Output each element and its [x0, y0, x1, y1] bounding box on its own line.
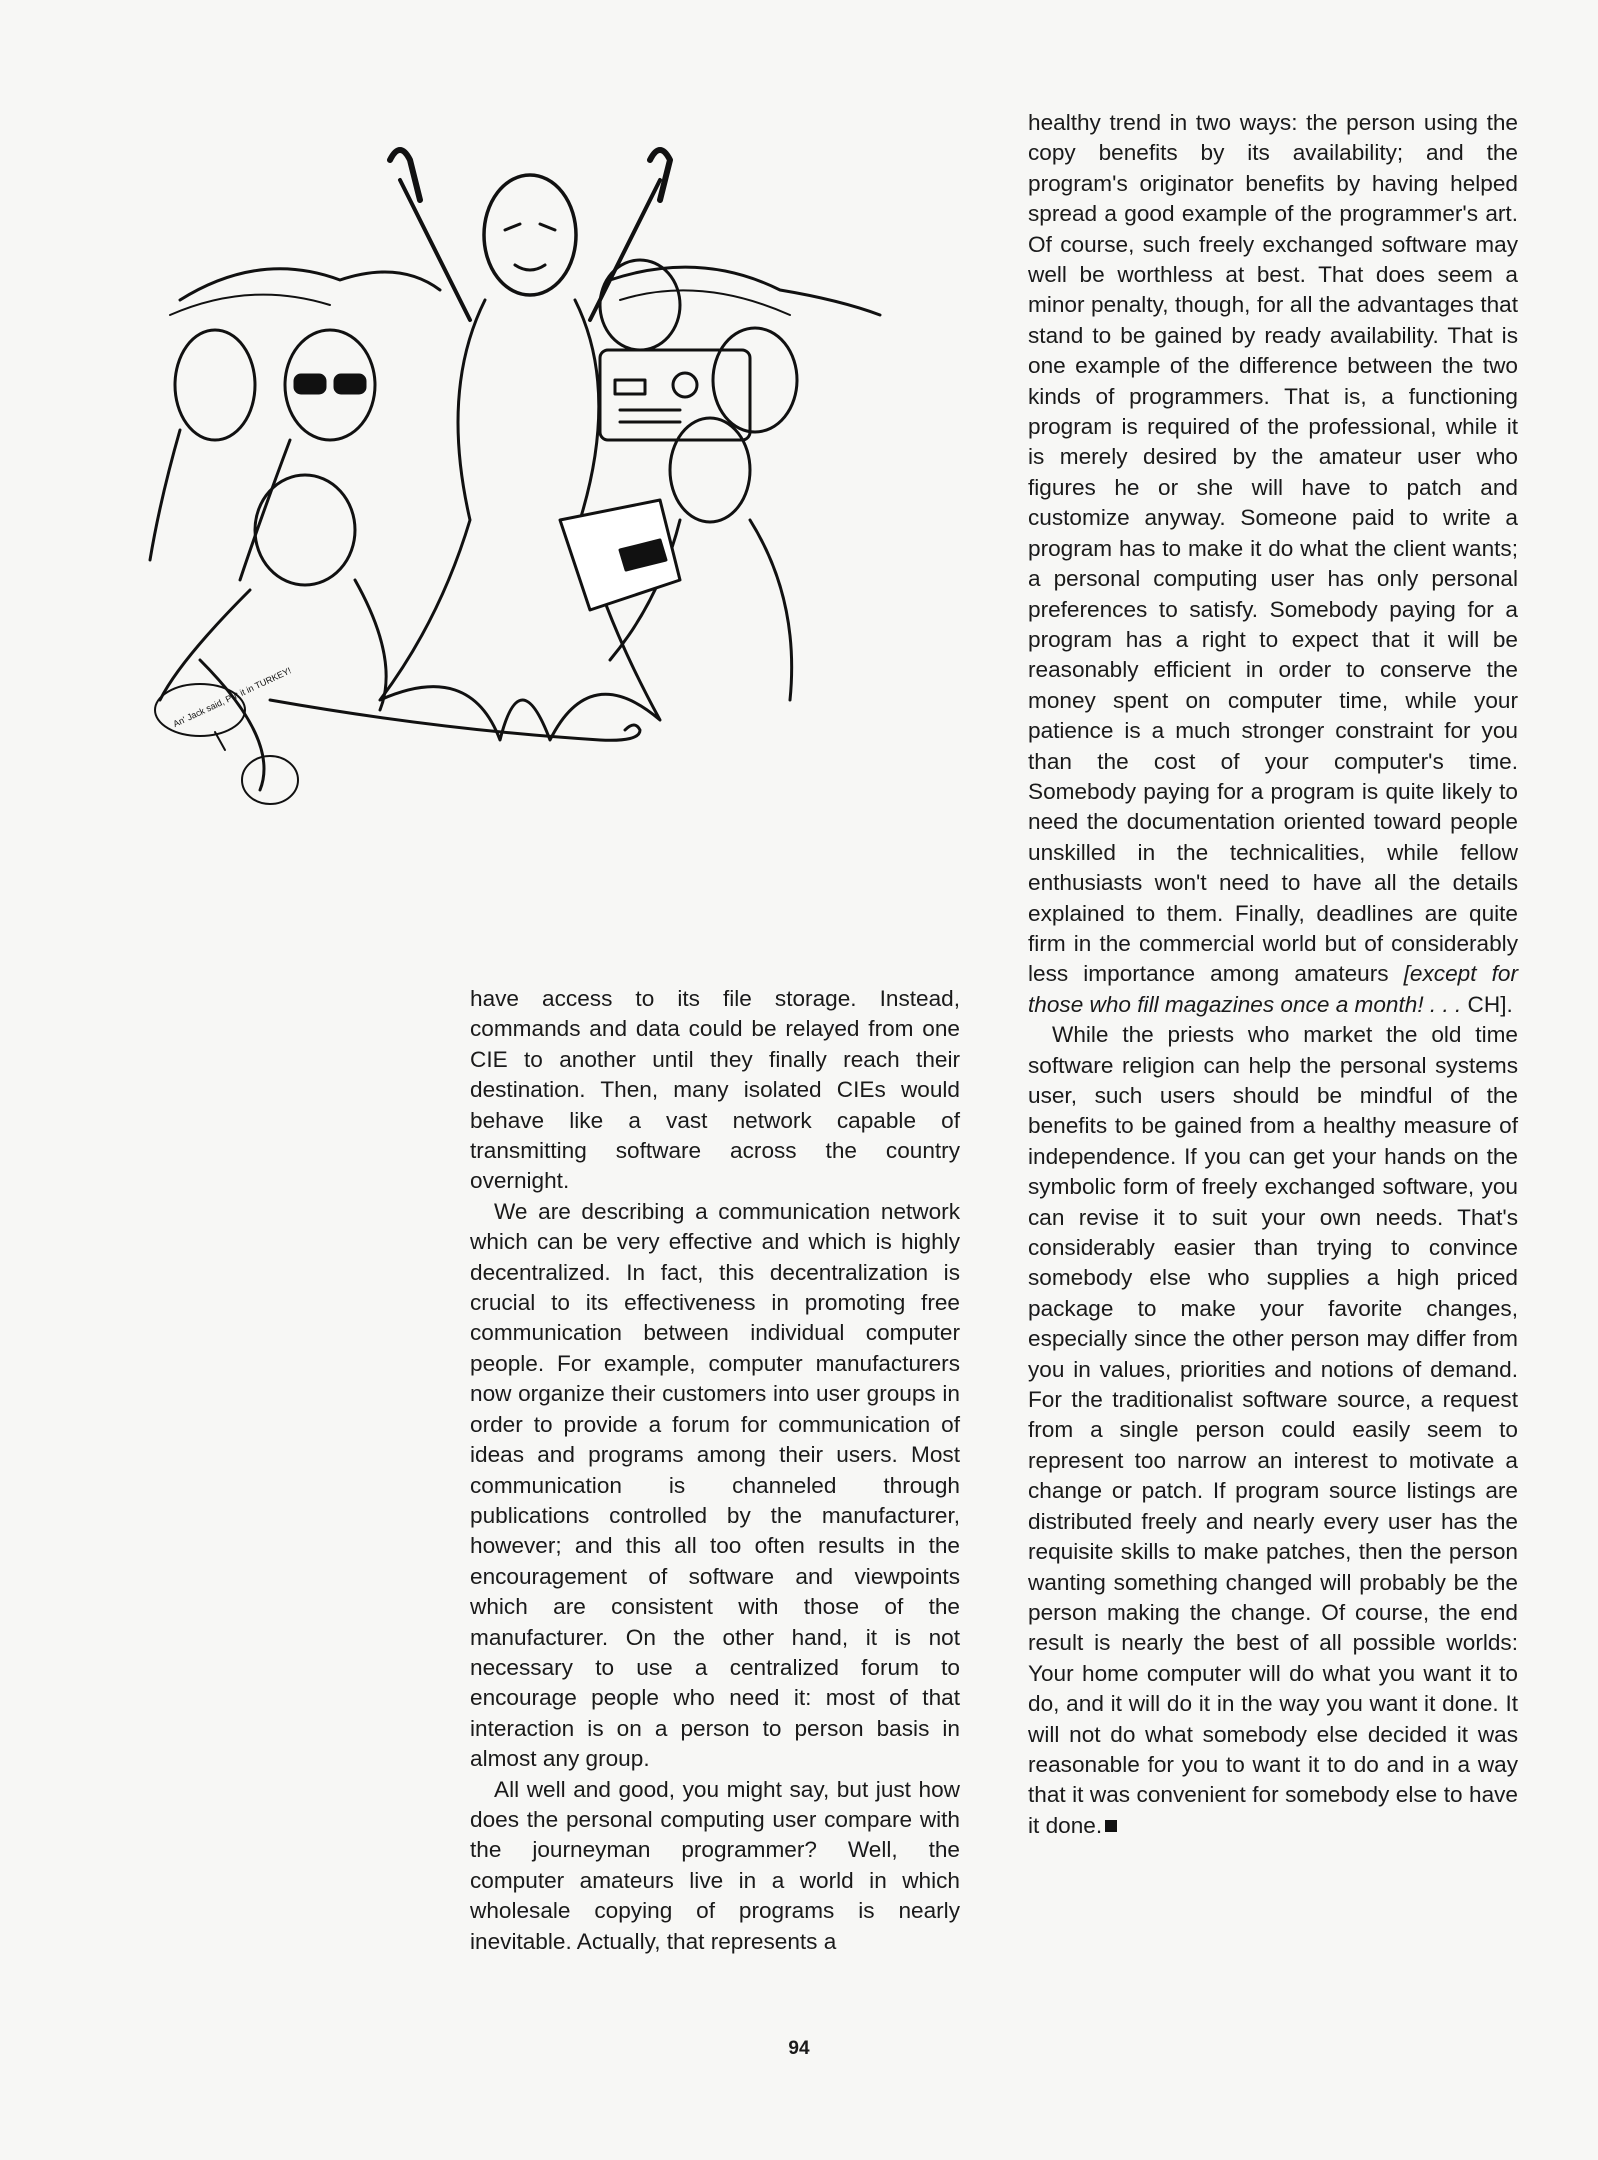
left-column: [470, 984, 960, 1957]
right-paragraph-1: [1028, 108, 1518, 1020]
speech-bubble-text: An' Jack said, Put it in TURKEY!: [171, 665, 293, 730]
page-number: 94: [788, 2038, 810, 2059]
illustration: [140, 140, 920, 900]
left-paragraph-3: All well and good, you might say, but just how does the personal computing user compare with the journeyman programmer? Well, the computer amateurs live in a world in which wholesale copying of programs is nearly inevitable. Actually, that represents a: [470, 1776, 960, 1954]
left-paragraph-1: have access to its file storage. Instead, commands and data could be relayed from one CIE to another until they finally reach their destination. Then, many isolated CIEs would behave like a vast network capable of transmitting software across the country overnight.: [470, 986, 960, 1194]
editor-signoff: CH].: [1461, 991, 1513, 1017]
editor-note: [except for those who fill magazines once a month! . . .: [1028, 961, 1518, 1017]
right-paragraph-1-text: healthy trend in two ways: the person using the copy benefits by its availability; and the program's originator benefits by having helped spread a good example of the programmer's art. Of course, such freely exchanged software may well be worthless at best. That does seem a minor penalty, though, for all the advantages that stand to be gained by ready availability. That is one example of the difference between the two kinds of programmers. That is, a functioning program is required of the professional, while it is merely desired by the amateur user who figures he or she will have to patch and customize anyway. Someone paid to write a program has to make it do what the client wants; a personal computing user has only personal preferences to satisfy. Somebody paying for a program has a right to expect that it will be reasonably efficient in order to conserve the money spent on computer time, while your patience is a much stronger constraint for you than the cost of your computer's time. Somebody paying for a program is quite likely to need the documentation oriented toward people unskilled in the technicalities, while fellow enthusiasts won't need to have all the details explained to them. Finally, deadlines are quite firm in the commercial world but of considerably less importance among amateurs: [1028, 110, 1518, 987]
cartoon-illustration-icon: [140, 140, 920, 900]
right-column: [1028, 108, 1518, 1841]
right-paragraph-2: [1028, 1020, 1518, 1841]
right-paragraph-2-text: While the priests who market the old time software religion can help the personal systems user, such users should be mindful of the benefits to be gained from a healthy measure of independence. If you can get your hands on the symbolic form of freely exchanged software, you can revise it to suit your own needs. That's considerably easier than trying to convince somebody else who supplies a high priced package to make your favorite changes, especially since the other person may differ from you in values, priorities and notions of demand. For the traditionalist software source, a request from a single person could easily seem to represent too narrow an interest to motivate a change or patch. If program source listings are distributed freely and nearly every user has the requisite skills to make patches, then the person wanting something changed will probably be the person making the change. Of course, the end result is nearly the best of all possible worlds: Your home computer will do what you want it to do, and it will do it in the way you want it done. It will not do what somebody else decided it was reasonable for you to want it to do and in a way that it was convenient for somebody else to have it done.: [1028, 1022, 1518, 1838]
left-paragraph-2: We are describing a communication network which can be very effective and which is highly decentralized. In fact, this decentralization is crucial to its effectiveness in promoting free communication between individual computer people. For example, computer manufacturers now organize their customers into user groups in order to provide a forum for communication of ideas and programs among their users. Most communication is channeled through publications controlled by the manufacturer, however; and this all too often results in the encouragement of software and viewpoints which are consistent with those of the manufacturer. On the other hand, it is not necessary to use a centralized forum to encourage people who need it: most of that interaction is on a person to person basis in almost any group.: [470, 1198, 960, 1772]
end-of-article-icon: [1105, 1820, 1117, 1832]
